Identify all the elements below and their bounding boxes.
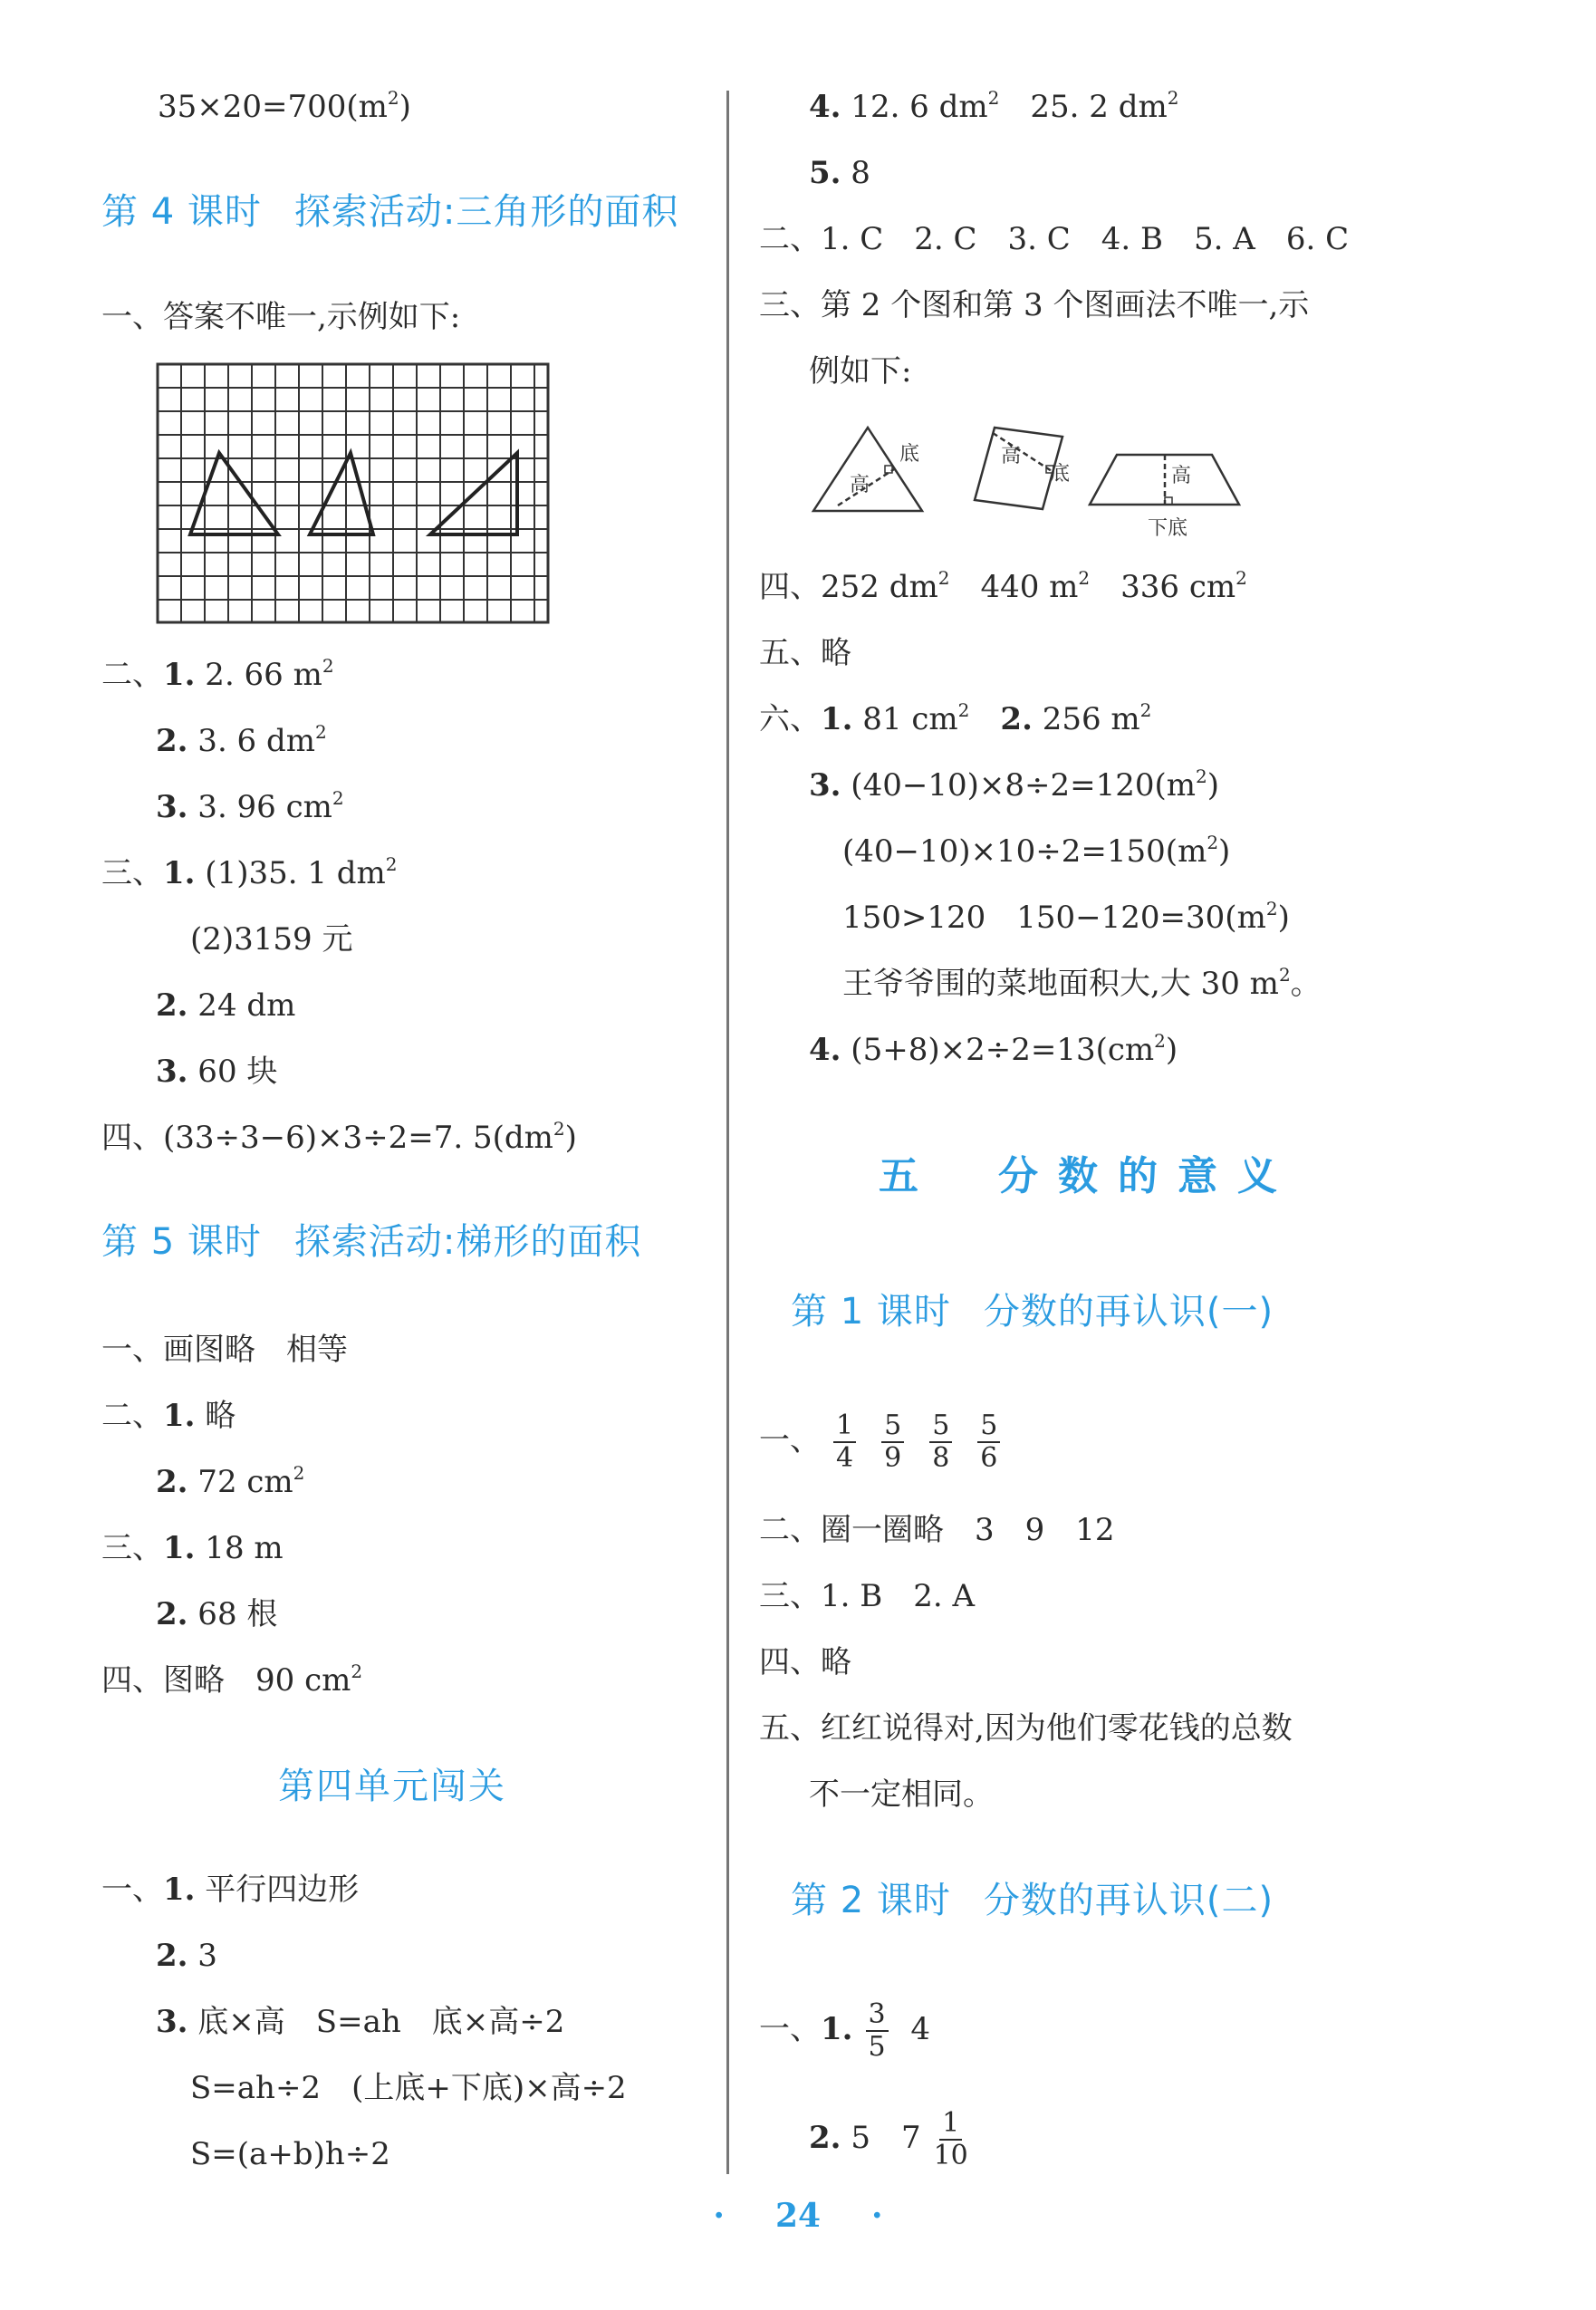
answer-line: 三、第 2 个图和第 3 个图画法不唯一,示 — [759, 287, 1310, 323]
answer-line: $35\times 20=700(m^2)$ — [158, 87, 411, 125]
grid-triangle-figure — [156, 362, 554, 627]
answer-line: 四、略 — [759, 1644, 851, 1680]
trapezoid-height-label: 高 — [1171, 465, 1192, 487]
answer-line: (2)3159 元 — [190, 921, 353, 958]
answer-line: 2. 3 — [156, 1938, 217, 1974]
lesson-heading-4: 第 4 课时 探索活动:三角形的面积 — [101, 191, 679, 233]
parallelogram-height-label: 高 — [1001, 445, 1022, 467]
answer-line: 二、1. 略 — [101, 1398, 236, 1434]
answer-line: 2. 3. 6 $dm^2$ — [156, 721, 327, 759]
answer-line: 三、1. B 2. A — [759, 1578, 976, 1614]
answer-line: 4. 12. 6 $dm^2$ 25. 2 $dm^2$ — [809, 87, 1179, 125]
answer-line: 二、1. 2. 66 $m^2$ — [101, 655, 334, 693]
triangle-base-label: 底 — [899, 443, 920, 466]
answer-line: S=ah÷2 (上底+下底)×高÷2 — [190, 2070, 627, 2106]
answer-line: 一、答案不唯一,示例如下: — [101, 299, 461, 335]
answer-line: 一、画图略 相等 — [101, 1332, 348, 1368]
triangle-height-label: 高 — [850, 474, 870, 496]
answer-line: 例如下: — [809, 353, 912, 390]
height-drawing-figures — [809, 419, 1334, 545]
trapezoid-bottom-base-label: 下底 — [1148, 517, 1188, 540]
answer-line: 二、1. C 2. C 3. C 4. B 5. A 6. C — [759, 221, 1350, 257]
lesson-heading-1: 第 1 课时 分数的再认识(一) — [791, 1291, 1274, 1333]
answer-line: 3. 60 块 — [156, 1054, 278, 1090]
answer-line: 2. 68 根 — [156, 1596, 278, 1632]
fraction: $\frac{5}{8}$ — [929, 1410, 952, 1474]
answer-line: 3. 底×高 S=ah 底×高÷2 — [156, 2004, 565, 2040]
answer-line: 一、1. $\frac{3}{5}$ 4 — [759, 1998, 931, 2063]
answer-line: 3. $(40-10)\times 8\div 2=120(m^2)$ — [809, 765, 1219, 804]
answer-line: 2. 5 7 $\frac{1}{10}$ — [809, 2107, 968, 2171]
answer-line: 2. 72 $cm^2$ — [156, 1462, 305, 1500]
lesson-heading-2: 第 2 课时 分数的再认识(二) — [791, 1880, 1274, 1921]
answer-line: 5. 8 — [809, 155, 870, 191]
answer-line: 三、1. 18 m — [101, 1530, 284, 1566]
answer-line: 不一定相同。 — [809, 1776, 994, 1813]
answer-line: 三、1. (1)35. 1 $dm^2$ — [101, 853, 398, 891]
answer-line: 一、 $\frac{1}{4}$ $\frac{5}{9}$ $\frac{5}{8}$ $\frac{5}{6}$ — [759, 1404, 1013, 1477]
answer-line: $(40-10)\times 10\div 2=150(m^2)$ — [842, 832, 1231, 870]
fraction: $\frac{1}{4}$ — [833, 1410, 856, 1474]
unit-review-heading: 第四单元闯关 — [278, 1766, 506, 1807]
unit-five-title: 五 分数的意义 — [879, 1153, 1297, 1199]
answer-line: 四、(33÷3−6)×3÷2=7. $5(dm^2)$ — [101, 1118, 577, 1156]
answer-line: 六、1. 81 $cm^2$ 2. 256 $m^2$ — [759, 699, 1152, 737]
fraction: $\frac{1}{10}$ — [933, 2107, 968, 2171]
fraction: $\frac{3}{5}$ — [866, 1999, 889, 2063]
answer-line: 四、图略 90 $cm^2$ — [101, 1660, 363, 1699]
page-number: · 24 · — [713, 2197, 883, 2235]
fraction: $\frac{5}{6}$ — [977, 1410, 1000, 1474]
answer-line: 王爷爷围的菜地面积大,大 30 $m^2$。 — [842, 964, 1322, 1002]
answer-line: 2. 24 dm — [156, 987, 296, 1024]
answer-line: 五、红红说得对,因为他们零花钱的总数 — [759, 1710, 1293, 1747]
answer-line: 3. 3. 96 $cm^2$ — [156, 787, 344, 825]
answer-line: 四、252 $dm^2$ 440 $m^2$ 336 $cm^2$ — [759, 567, 1247, 605]
lesson-heading-5: 第 5 课时 探索活动:梯形的面积 — [101, 1221, 642, 1263]
answer-line: 一、1. 平行四边形 — [101, 1872, 360, 1908]
fraction: $\frac{5}{9}$ — [881, 1410, 904, 1474]
parallelogram-base-label: 底 — [1050, 463, 1071, 486]
answer-line: 150>120 $150-120=30(m^2)$ — [842, 898, 1290, 936]
answer-line: 二、圈一圈略 3 9 12 — [759, 1512, 1115, 1548]
answer-line: 4. $(5+8)\times 2\div 2=13(cm^2)$ — [809, 1030, 1178, 1068]
answer-line: S=(a+b)h÷2 — [190, 2136, 390, 2172]
column-divider — [726, 91, 729, 2174]
answer-line: 五、略 — [759, 635, 851, 671]
